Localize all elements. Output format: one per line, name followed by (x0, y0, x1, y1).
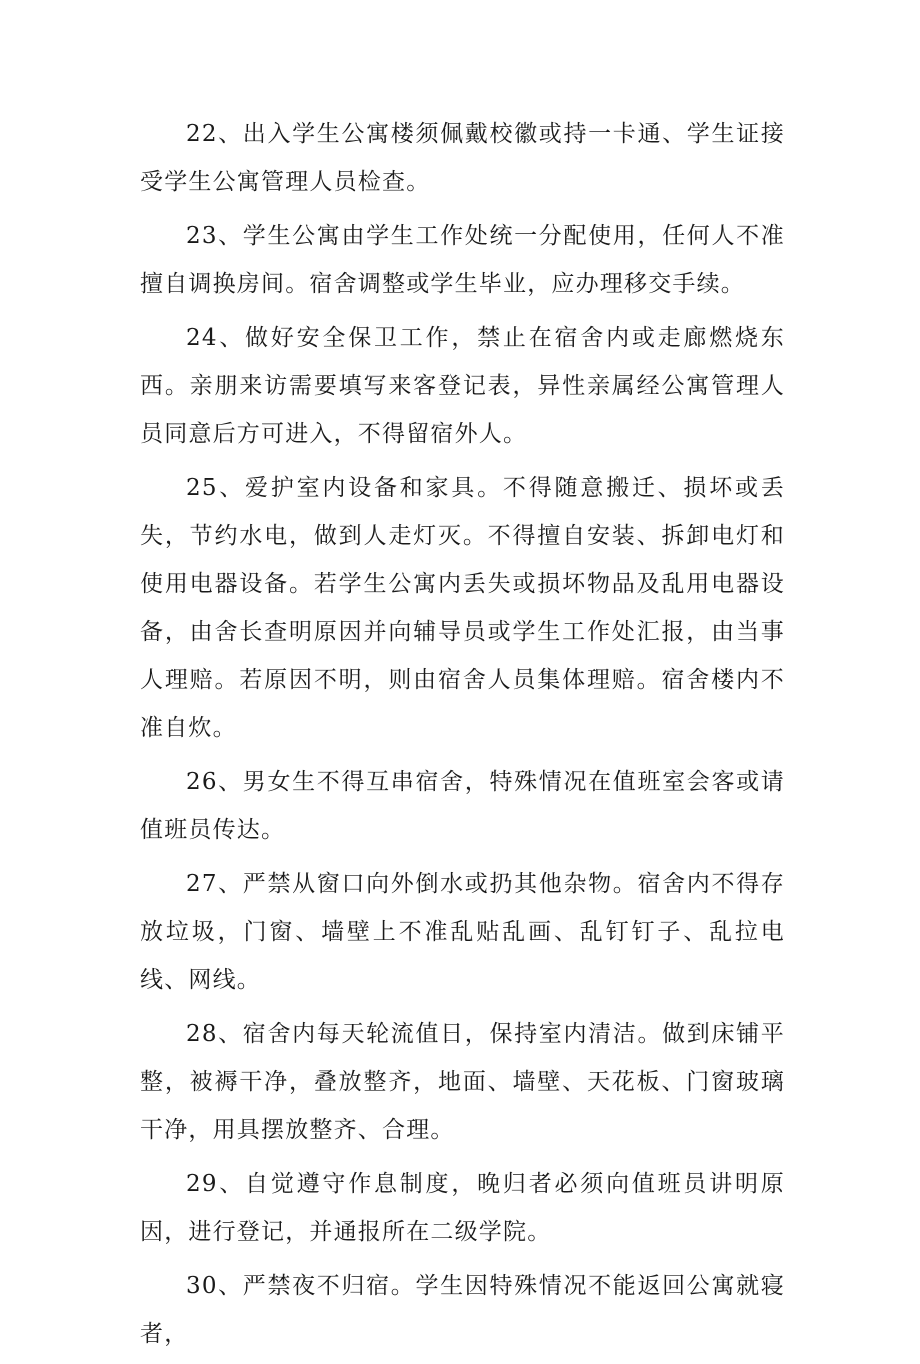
rule-25-paragraph: 25、爱护室内设备和家具。不得随意搬迁、损坏或丢失，节约水电，做到人走灯灭。不得擅自安装、拆卸电灯和使用电器设备。若学生公寓内丢失或损坏物品及乱用电器设备，由舍长查明原因并向辅导员或学生工作处汇报，由当事人理赔。若原因不明，则由宿舍人员集体理赔。宿舍楼内不准自炊。 (140, 475, 785, 741)
rule-22-paragraph: 22、出入学生公寓楼须佩戴校徽或持一卡通、学生证接受学生公寓管理人员检查。 (140, 121, 785, 195)
rule-27-paragraph: 27、严禁从窗口向外倒水或扔其他杂物。宿舍内不得存放垃圾，门窗、墙壁上不准乱贴乱画、乱钉钉子、乱拉电线、网线。 (140, 871, 785, 993)
rule-30-paragraph: 30、严禁夜不归宿。学生因特殊情况不能返回公寓就寝者， (140, 1273, 785, 1347)
rule-29-paragraph: 29、自觉遵守作息制度，晚归者必须向值班员讲明原因，进行登记，并通报所在二级学院。 (140, 1171, 785, 1245)
rule-26-paragraph: 26、男女生不得互串宿舍，特殊情况在值班室会客或请值班员传达。 (140, 769, 785, 843)
rule-24-paragraph: 24、做好安全保卫工作，禁止在宿舍内或走廊燃烧东西。亲朋来访需要填写来客登记表，异性亲属经公寓管理人员同意后方可进入，不得留宿外人。 (140, 325, 785, 447)
rule-23-paragraph: 23、学生公寓由学生工作处统一分配使用，任何人不准擅自调换房间。宿舍调整或学生毕业，应办理移交手续。 (140, 223, 785, 297)
rule-28-paragraph: 28、宿舍内每天轮流值日，保持室内清洁。做到床铺平整，被褥干净，叠放整齐，地面、墙壁、天花板、门窗玻璃干净，用具摆放整齐、合理。 (140, 1021, 785, 1143)
document-body (140, 110, 785, 1364)
